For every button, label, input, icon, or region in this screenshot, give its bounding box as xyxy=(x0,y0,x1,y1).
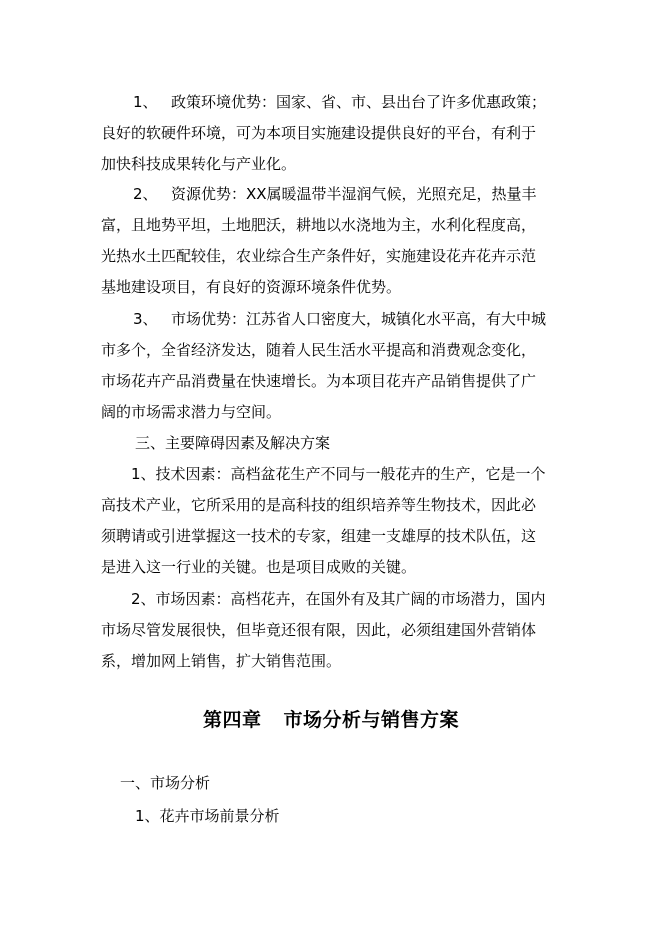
text-line: 高技术产业，它所采用的是高科技的组织培养等生物技术，因此必 xyxy=(101,496,537,514)
text-line: 系，增加网上销售，扩大销售范围。 xyxy=(101,652,342,670)
text-line: 加快科技成果转化与产业化。 xyxy=(101,155,297,173)
text-line: 2、 资源优势：XX属暖温带半湿润气候，光照充足，热量丰 xyxy=(101,179,579,210)
policy-advantage-paragraph xyxy=(101,87,579,180)
text-line: 2、市场因素：高档花卉，在国外有及其广阔的市场潜力，国内 xyxy=(131,590,546,608)
text-line: 阔的市场需求潜力与空间。 xyxy=(101,403,282,421)
market-advantage-paragraph xyxy=(101,304,579,428)
item-number: 1、 xyxy=(133,93,158,111)
chapter-number: 第四章 xyxy=(202,709,262,731)
subsection-heading-flower-market-outlook: 1、花卉市场前景分析 xyxy=(135,807,280,825)
technical-factors-paragraph xyxy=(101,459,579,583)
resource-advantage-paragraph xyxy=(101,179,579,303)
section-heading-obstacles: 三、主要障碍因素及解决方案 xyxy=(135,434,331,452)
text-line: 市场尽管发展很快，但毕竟还很有限，因此，必须组建国外营销体 xyxy=(101,621,537,639)
text-line: 须聘请或引进掌握这一技术的专家，组建一支雄厚的技术队伍，这 xyxy=(101,527,537,545)
chapter-title xyxy=(0,700,662,740)
text-line: 基地建设项目，有良好的资源环境条件优势。 xyxy=(101,278,402,296)
text-line: 市多个，全省经济发达，随着人民生活水平提高和消费观念变化， xyxy=(101,341,537,359)
chapter-name: 市场分析与销售方案 xyxy=(283,709,460,731)
section-heading-market-analysis: 一、市场分析 xyxy=(120,774,211,792)
item-number: 2、 xyxy=(133,185,158,203)
text-line: 1、 政策环境优势：国家、省、市、县出台了许多优惠政策； xyxy=(101,87,579,118)
text-line: 光热水土匹配较佳，农业综合生产条件好，实施建设花卉花卉示范 xyxy=(101,247,537,265)
text-line: 市场花卉产品消费量在快速增长。为本项目花卉产品销售提供了广 xyxy=(101,372,537,390)
item-number: 3、 xyxy=(133,310,158,328)
text-line: 良好的软硬件环境，可为本项目实施建设提供良好的平台，有利于 xyxy=(101,124,537,142)
text-line: 富，且地势平坦，土地肥沃，耕地以水浇地为主，水利化程度高， xyxy=(101,216,537,234)
text-line: 1、技术因素：高档盆花生产不同与一般花卉的生产，它是一个 xyxy=(131,465,546,483)
text-line: 3、 市场优势：江苏省人口密度大，城镇化水平高，有大中城 xyxy=(101,304,579,335)
text-line: 是进入这一行业的关键。也是项目成败的关键。 xyxy=(101,558,417,576)
market-factors-paragraph xyxy=(101,584,579,677)
